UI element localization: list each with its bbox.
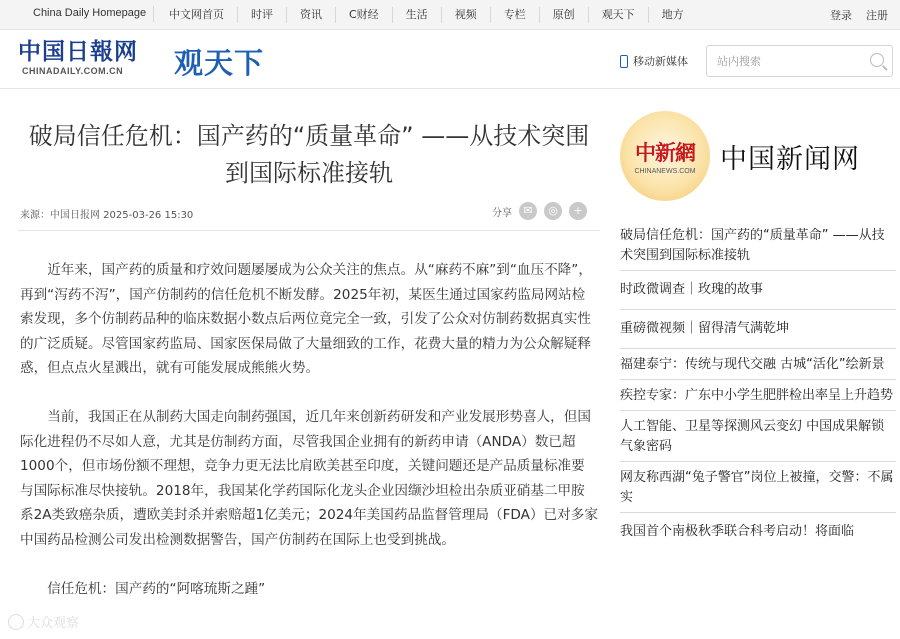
more-share-icon[interactable]: +	[569, 202, 587, 220]
mobile-media-link[interactable]	[620, 53, 688, 69]
top-nav-menu	[156, 0, 697, 30]
chinanews-name: 中国新闻网	[720, 143, 860, 175]
nav-item-life[interactable]: 生活	[393, 7, 442, 23]
news-list-item[interactable]: 重磅微视频｜留得清气满乾坤	[620, 310, 896, 349]
login-link[interactable]: 登录	[830, 9, 852, 22]
article-meta: 来源：中国日报网 2025-03-26 15:30	[20, 210, 194, 221]
share-bar	[492, 202, 587, 220]
nav-item-commentary[interactable]: 时评	[238, 7, 287, 23]
nav-item-local[interactable]: 地方	[661, 8, 684, 21]
sidebar	[620, 106, 896, 551]
chinanews-logo[interactable]	[620, 106, 896, 206]
article-headline: 破局信任危机：国产药的“质量革命” ——从技术突围到国际标准接轨	[28, 122, 590, 187]
news-list	[620, 220, 896, 551]
nav-item-original[interactable]: 原创	[540, 7, 589, 23]
chinanews-emblem-en: CHINANEWS.COM	[634, 168, 696, 175]
china-daily-logo[interactable]	[18, 39, 142, 83]
article-body	[20, 258, 598, 601]
section-title[interactable]: 观天下	[174, 46, 265, 80]
nav-item-news[interactable]: 资讯	[287, 7, 336, 23]
nav-item-finance[interactable]: C财经	[336, 7, 393, 23]
search-input[interactable]	[707, 46, 857, 76]
news-list-item[interactable]: 疾控专家：广东中小学生肥胖检出率呈上升趋势	[620, 380, 896, 411]
nav-item-cn-home[interactable]: 中文网首页	[156, 7, 238, 23]
nav-item-world[interactable]: 观天下	[589, 7, 649, 23]
watermark-icon	[8, 614, 24, 630]
share-label: 分享	[492, 207, 512, 219]
register-link[interactable]: 注册	[866, 9, 888, 22]
news-list-item[interactable]: 我国首个南极秋季联合科考启动！将面临	[620, 524, 855, 539]
article-subhead: 信任危机：国产药的“阿喀琉斯之踵”	[47, 580, 266, 597]
watermark-text: 大众观察	[27, 616, 80, 631]
watermark	[8, 612, 79, 631]
site-header	[0, 31, 900, 89]
article-paragraph: 当前，我国正在从制药大国走向制药强国，近几年来创新药研发和产业发展形势喜人，但国际化进程仍不尽如人意，尤其是仿制药方面，尽管我国企业拥有的新药申请（ANDA）数已超1000个，但市场份额不理想，竞争力更无法比肩欧美甚至印度，关键问题还是产品质量标准要与国际标准尽快接轨。2018年，我国某化学药国际化龙头企业因缬沙坦检出杂质亚硝基二甲胺系2A类致癌杂质，遭欧美封杀并索赔超1亿美元；2024年美国药品监督管理局（FDA）已对多家中国药品检测公司发出检测数据警告，国产仿制药在国际上也受到挑战。	[20, 408, 598, 548]
news-list-item[interactable]: 福建泰宁：传统与现代交融 古城“活化”绘新景	[620, 349, 896, 380]
phone-icon	[620, 55, 628, 68]
wechat-share-icon[interactable]: ✉	[519, 202, 537, 220]
auth-links	[830, 7, 888, 23]
logo-english-text: CHINADAILY.COM.CN	[22, 66, 124, 76]
site-search	[706, 45, 893, 77]
news-list-item[interactable]: 人工智能、卫星等探测风云变幻 中国成果解锁气象密码	[620, 411, 896, 462]
china-daily-homepage-link[interactable]: China Daily Homepage	[33, 7, 147, 19]
mobile-media-label: 移动新媒体	[633, 55, 688, 68]
article	[18, 90, 600, 597]
news-list-item[interactable]: 时政微调查｜玫瑰的故事	[620, 271, 896, 310]
weibo-share-icon[interactable]: ◎	[544, 202, 562, 220]
nav-divider	[153, 6, 154, 22]
nav-item-columns[interactable]: 专栏	[491, 7, 540, 23]
chinanews-emblem	[620, 111, 710, 201]
chinanews-emblem-cn: 中新網	[635, 140, 695, 165]
search-icon[interactable]	[870, 53, 884, 67]
logo-chinese-text: 中国日報网	[18, 38, 138, 65]
top-nav-bar	[0, 0, 900, 30]
news-list-item[interactable]: 网友称西湖“兔子警官”岗位上被撞，交警：不属实	[620, 462, 896, 513]
nav-item-video[interactable]: 视频	[442, 7, 491, 23]
news-list-item[interactable]: 破局信任危机：国产药的“质量革命” ——从技术突围到国际标准接轨	[620, 220, 896, 271]
article-divider	[18, 230, 600, 231]
article-paragraph: 近年来，国产药的质量和疗效问题屡屡成为公众关注的焦点。从“麻药不麻”到“血压不降”，再到“泻药不泻”，国产仿制药的信任危机不断发酵。2025年初，某医生通过国家药监局网站检索发现，多个仿制药品种的临床数据小数点后两位竟完全一致，引发了公众对仿制药数据真实性的广泛质疑。尽管国家药监局、国家医保局做了大量细致的工作，花费大量的精力为公众解疑释惑，但点点火星溅出，就有可能发展成熊熊火势。	[20, 262, 592, 377]
